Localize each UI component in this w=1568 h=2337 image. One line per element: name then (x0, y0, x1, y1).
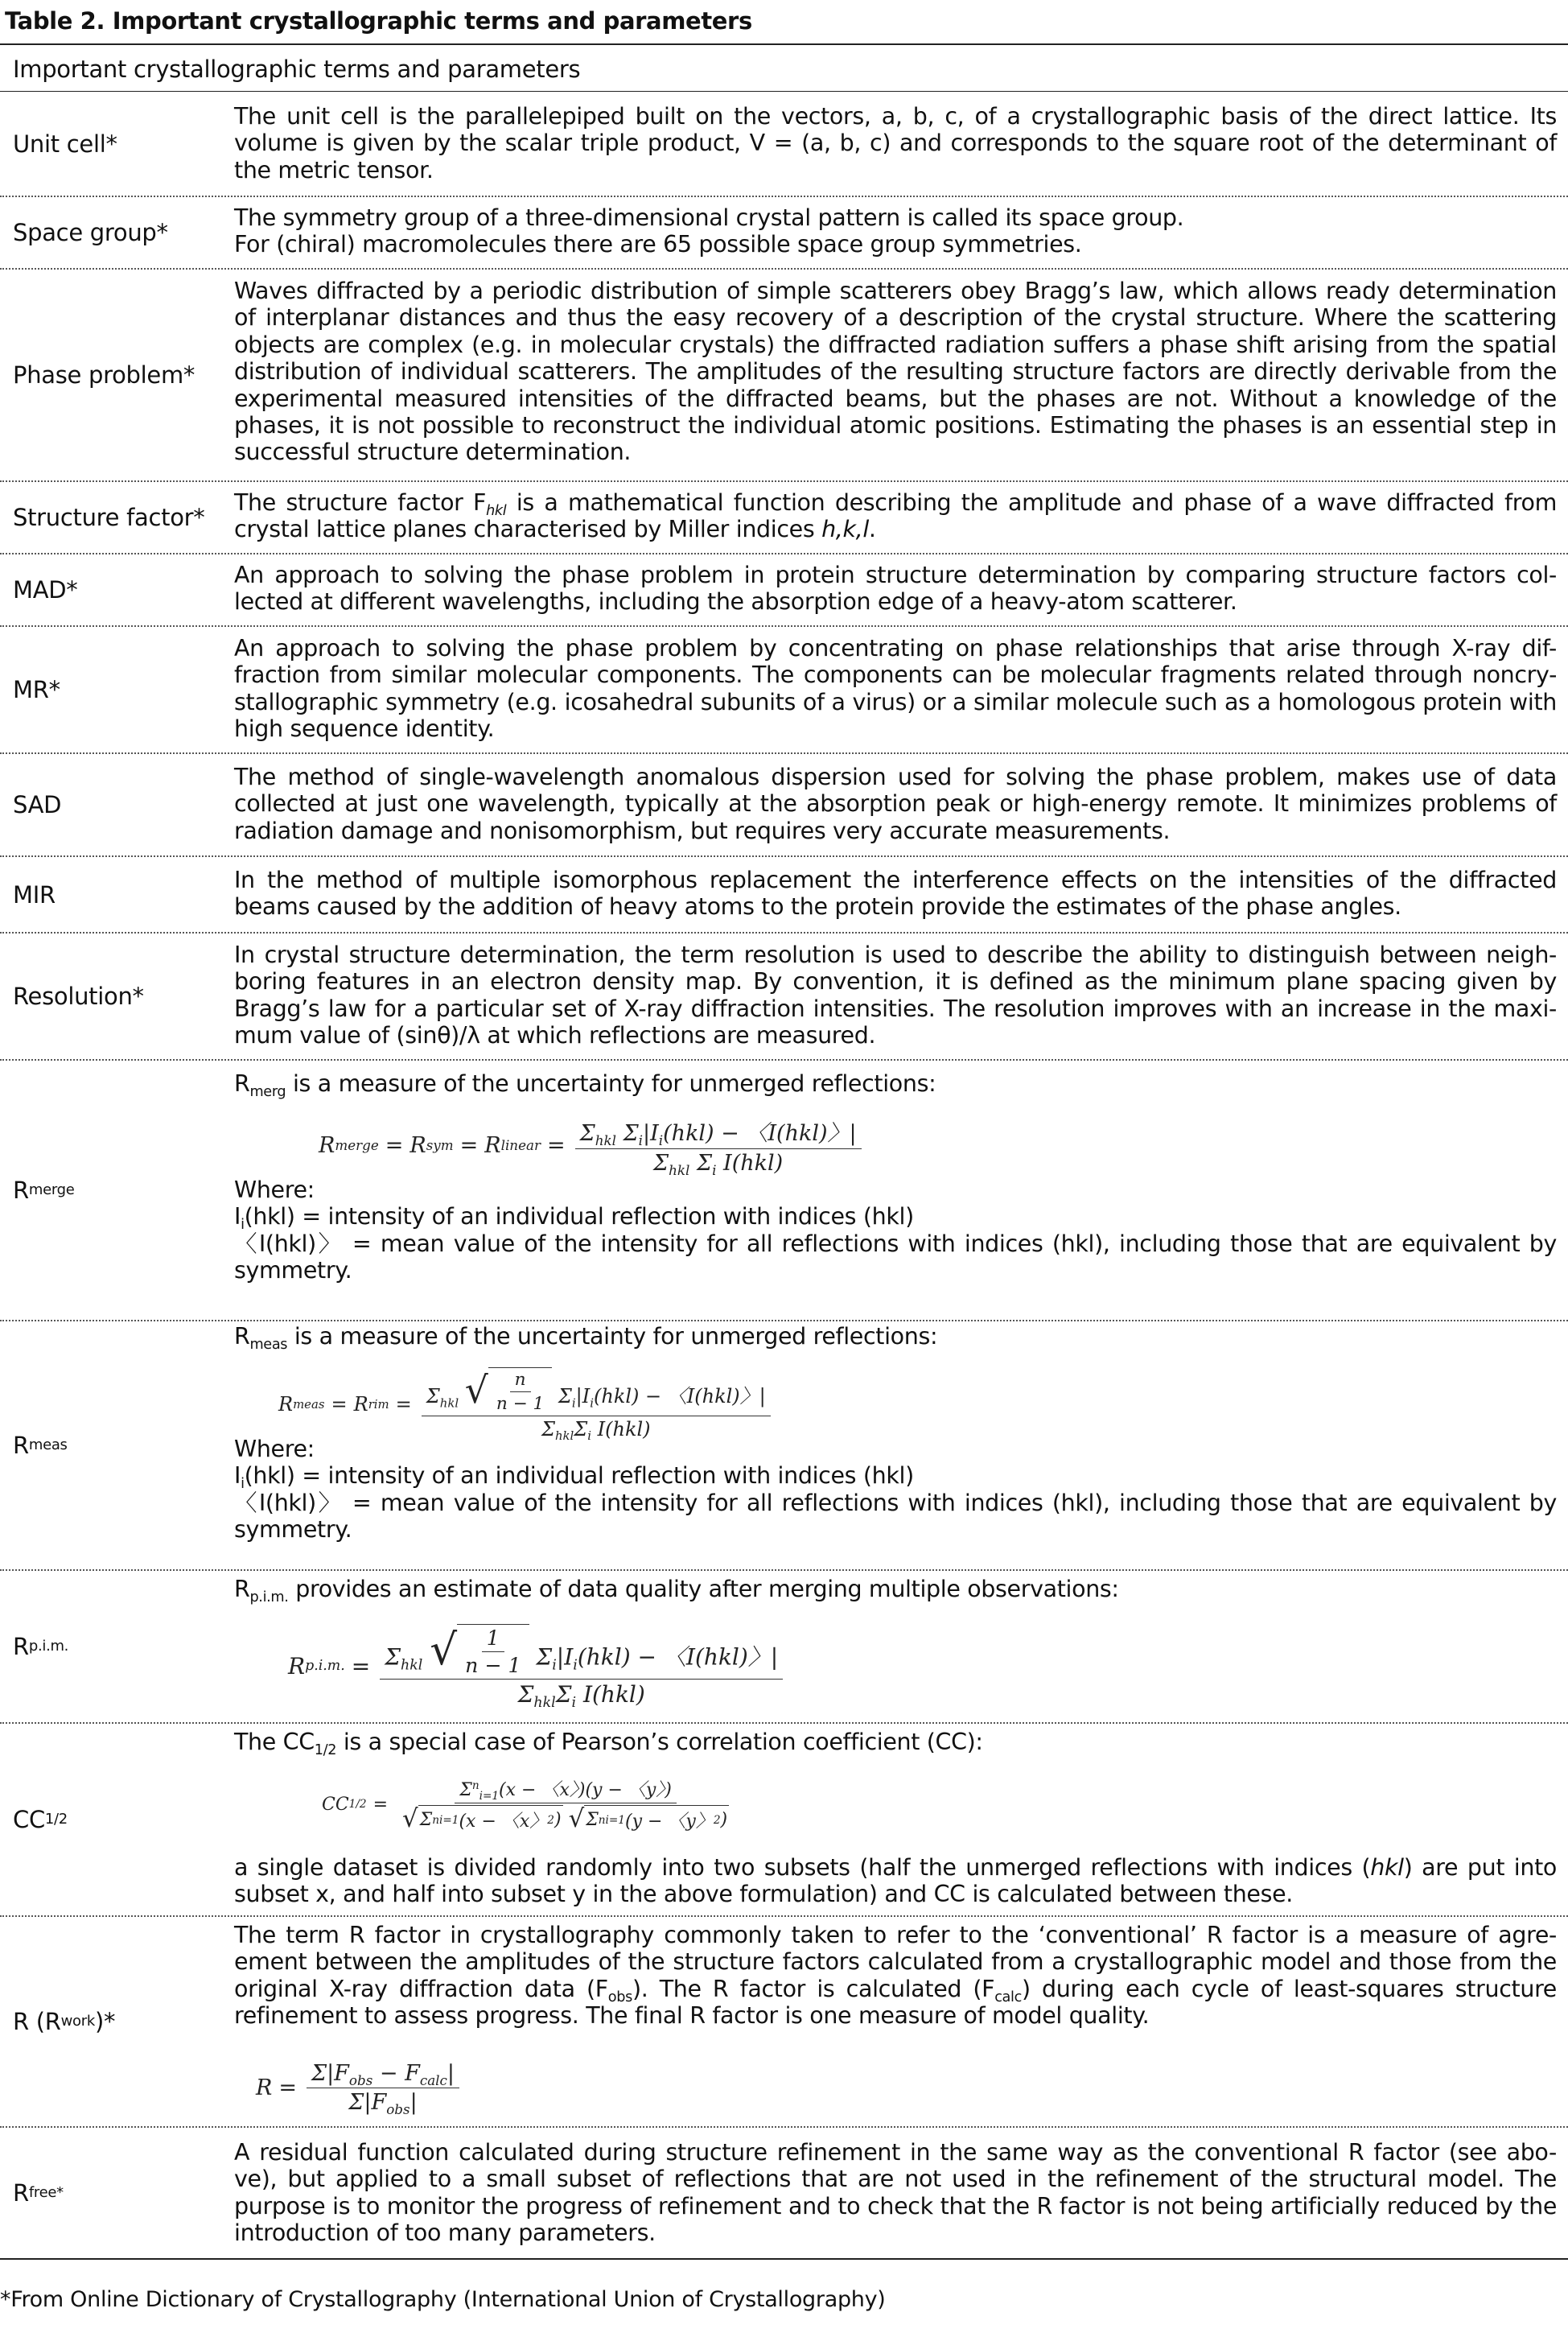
row-rpim (0, 1571, 1568, 1724)
formula-r-factor: R = $\frac{\Sigma|F_{obs} - F_{calc}|}{\Sigma|F_{obs}|}$ (256, 2055, 466, 2120)
def-cc-tail: a single dataset is divided randomly into two subsets (half the unmerged reflections with indices (hkl) are put into subset x, and half into subset y in the above formulation) and CC is calculated between these. (234, 1854, 1557, 1908)
row-structure-factor (0, 482, 1568, 554)
def-r-free: A residual function calculated during structure refinement in the same way as the conventional R factor (see abo- ve), but applied to a small subset of reflections that are not used in the refinement of the structural model. The purpose is to monitor the progress of refinement and to check that the R factor is not being artificially reduced by the introduction of too many parameters. (234, 2139, 1557, 2247)
row-sad (0, 754, 1568, 857)
rpim-fraction: $\Sigma_{hkl}$ √ $\frac{1}{n - 1}$ $\Sigma_i|I_i(hkl)$ − 〈I(hkl)〉| $\Sigma_{hkl}\Sigma_i$ I(hkl) (380, 1624, 783, 1708)
rmerge-fraction: $\frac{\Sigma_{hkl} \Sigma_i|I_i(hkl) - 〈I(hkl)〉|}{\Sigma_{hkl} \Sigma_i I(hkl)}$ (575, 1115, 862, 1176)
term-mir: MIR (13, 880, 56, 909)
formula-cc-half: CC 1/2 = $\Sigma^n_{i=1}(x$ − 〈x〉)(y − 〈y〉) √ Σ n i=1 (x − 〈x〉 2 ) √ Σ n i=1 (y − 〈y〉 2 ) (322, 1764, 740, 1844)
term-resolution: Resolution* (13, 983, 144, 1010)
def-space-group-line2: For (chiral) macromolecules there are 65 possible space group symmetries. (234, 231, 1082, 258)
row-cc-half (0, 1724, 1568, 1917)
def-cc-intro: The $CC_{1/2}$ is a special case of Pearson’s correlation coefficient (CC): (234, 1729, 983, 1759)
term-cc-half: CC 1/2 (13, 1806, 68, 1833)
row-rmeas (0, 1321, 1568, 1571)
row-resolution (0, 934, 1568, 1061)
def-rmeas-intro: $R_{meas}$ is a measure of the uncertainty for unmerged reflections: (234, 1323, 938, 1354)
def-sad: The method of single-wavelength anomalous dispersion used for solving the phase problem, makes use of data collected at just one wavelength, typically at the absorption peak or high-energy remote. It minimizes problems of radiation damage and nonisomorphism, but requires very accurate measurements. (234, 764, 1557, 844)
term-phase-problem: Phase problem* (13, 361, 195, 389)
def-structure-factor (234, 489, 1557, 543)
row-unit-cell (0, 92, 1568, 197)
def-space-group-line1: The symmetry group of a three-dimensional crystal pattern is called its space group. (234, 204, 1184, 231)
term-unit-cell: Unit cell* (13, 130, 117, 158)
row-space-group (0, 197, 1568, 270)
term-sad: SAD (13, 791, 62, 818)
sf-indices: h,k,l (821, 516, 869, 543)
term-r-free: R free * (13, 2179, 64, 2207)
formula-rmerge: R merge = R sym = R linear = $\frac{\Sigma_{hkl} \Sigma_i|I_i(hkl) - 〈I(hkl)〉|}{\Sigma_{hkl} \Sigma_i I(hkl)}$ (319, 1109, 868, 1181)
row-mr (0, 627, 1568, 754)
term-rmeas: R meas (13, 1432, 68, 1459)
term-r-work: R (R work )* (13, 2008, 116, 2035)
def-rpim-intro: $R_{p.i.m.}$ provides an estimate of data quality after merging multiple observations: (234, 1576, 1119, 1606)
def-rmerge-intro: $R_{merg}$ is a measure of the uncertainty for unmerged reflections: (234, 1070, 936, 1101)
def-resolution: In crystal structure determination, the term resolution is used to describe the ability to distinguish between neigh- boring features in an electron density map. By convention, it is defined as the minimum plane spacing given by Bragg’s law for a particular set of X-ray diffraction intensities. The resolution improves with an increase in the maxi- mum value of (sinθ)/λ at which reflections are measured. (234, 942, 1557, 1049)
def-r-work: The term R factor in crystallography commonly taken to refer to the ‘conventional’ R factor is a measure of agre- ement between the amplitudes of the structure factors calculated from a crystallographic model and those from the original X-ray diffraction data $(F_{obs})$. The R factor is calculated $(F_{calc})$ during each cycle of least-squares structure refinement to assess progress. The final R factor is one measure of model quality. (234, 1922, 1557, 2030)
row-mir (0, 857, 1568, 934)
table-footnote: *From Online Dictionary of Crystallography (International Union of Crystallography) (0, 2287, 886, 2312)
row-mad (0, 554, 1568, 627)
row-phase-problem (0, 270, 1568, 482)
def-rmeas-where: Where: $I_i(hkl)$ = intensity of an individual reflection with indices (hkl) 〈I(hkl)〉 = mean value of the intensity for all reflections with indices (hkl), including those that are equivalent by symmetry. (234, 1436, 1557, 1544)
formula-rmeas: R meas = R rim = $\Sigma_{hkl}$ √ $\frac{n}{n - 1}$ $\Sigma_i|I_i(hkl)$ − 〈I(hkl)〉| $\Sigma_{hkl}\Sigma_i$ I(hkl) (278, 1362, 777, 1446)
cc-fraction: $\Sigma^n_{i=1}(x$ − 〈x〉)(y − 〈y〉) √ Σ n i=1 (x − 〈x〉 2 ) √ Σ n i=1 (y − 〈y〉 2 ) (397, 1776, 734, 1832)
def-mr: An approach to solving the phase problem by concentrating on phase relationships that arise through X-ray dif- fraction from similar molecular components. The components can be molecular fragments related through noncry- stallographic symmetry (e.g. icosahedral subunits of a virus) or a similar molecule such as a homologous protein with high sequence identity. (234, 635, 1557, 743)
row-rmerge (0, 1061, 1568, 1321)
row-r-free (0, 2128, 1568, 2260)
rmeas-fraction: $\Sigma_{hkl}$ √ $\frac{n}{n - 1}$ $\Sigma_i|I_i(hkl)$ − 〈I(hkl)〉| $\Sigma_{hkl}\Sigma_i$ I(hkl) (422, 1367, 771, 1441)
table-caption: Table 2. Important crystallographic terms and parameters (5, 7, 752, 35)
term-structure-factor: Structure factor* (13, 504, 205, 531)
table-header: Important crystallographic terms and parameters (13, 56, 581, 83)
row-r-work (0, 1917, 1568, 2128)
formula-rpim: R p.i.m. = $\Sigma_{hkl}$ √ $\frac{1}{n - 1}$ $\Sigma_i|I_i(hkl)$ − 〈I(hkl)〉| $\Sigma_{hkl}\Sigma_i$ I(hkl) (288, 1618, 789, 1714)
sf-pre: The structure factor F (234, 489, 487, 516)
term-rpim: R p.i.m. (13, 1633, 69, 1660)
def-space-group (234, 204, 1557, 258)
sf-post: is a mathematical function describing the amplitude and phase of a wave diffracted from crystal lattice planes characterised by Miller indices (234, 489, 1557, 543)
def-phase-problem: Waves diffracted by a periodic distribution of simple scatterers obey Bragg’s law, which allows ready determination of interplanar distances and thus the easy recovery of a description of the crystal structure. Where the scattering objects are complex (e.g. in molecular crystals) the diffracted radiation suffers a phase shift arising from the spatial distribution of individual scatterers. The amplitudes of the resulting structure factors are directly derivable from the experimental measured intensities of the diffracted beams, but the phases are not. Without a knowledge of the phases, it is not possible to reconstruct the individual atomic positions. Estimating the phases is an essential step in successful structure determination. (234, 278, 1557, 466)
sf-sub: hkl (486, 503, 507, 520)
term-mr: MR* (13, 676, 60, 703)
term-mad: MAD* (13, 576, 78, 604)
sf-end: . (868, 516, 876, 543)
def-mir: In the method of multiple isomorphous replacement the interference effects on the intensities of the diffracted beams caused by the addition of heavy atoms to the protein provide the estimates of the phase angles. (234, 867, 1557, 921)
def-unit-cell: The unit cell is the parallelepiped built on the vectors, a, b, c, of a crystallographic basis of the direct lattice. Its volume is given by the scalar triple product, V = (a, b, c) and corresponds to the square root of the determinant of the metric tensor. (234, 103, 1557, 183)
term-rmerge: R merge (13, 1177, 75, 1204)
top-rule (0, 43, 1568, 45)
def-rmerge-where: Where: $I_i(hkl)$ = intensity of an individual reflection with indices (hkl) 〈I(hkl)〉 = mean value of the intensity for all reflections with indices (hkl), including those that are equivalent by symmetry. (234, 1177, 1557, 1284)
term-space-group: Space group* (13, 219, 168, 246)
r-factor-fraction: $\frac{\Sigma|F_{obs} - F_{calc}|}{\Sigma|F_{obs}|}$ (307, 2061, 459, 2115)
def-mad: An approach to solving the phase problem in protein structure determination by comparing structure factors col- lected at different wavelengths, including the absorption edge of a heavy-atom scatterer. (234, 562, 1557, 616)
